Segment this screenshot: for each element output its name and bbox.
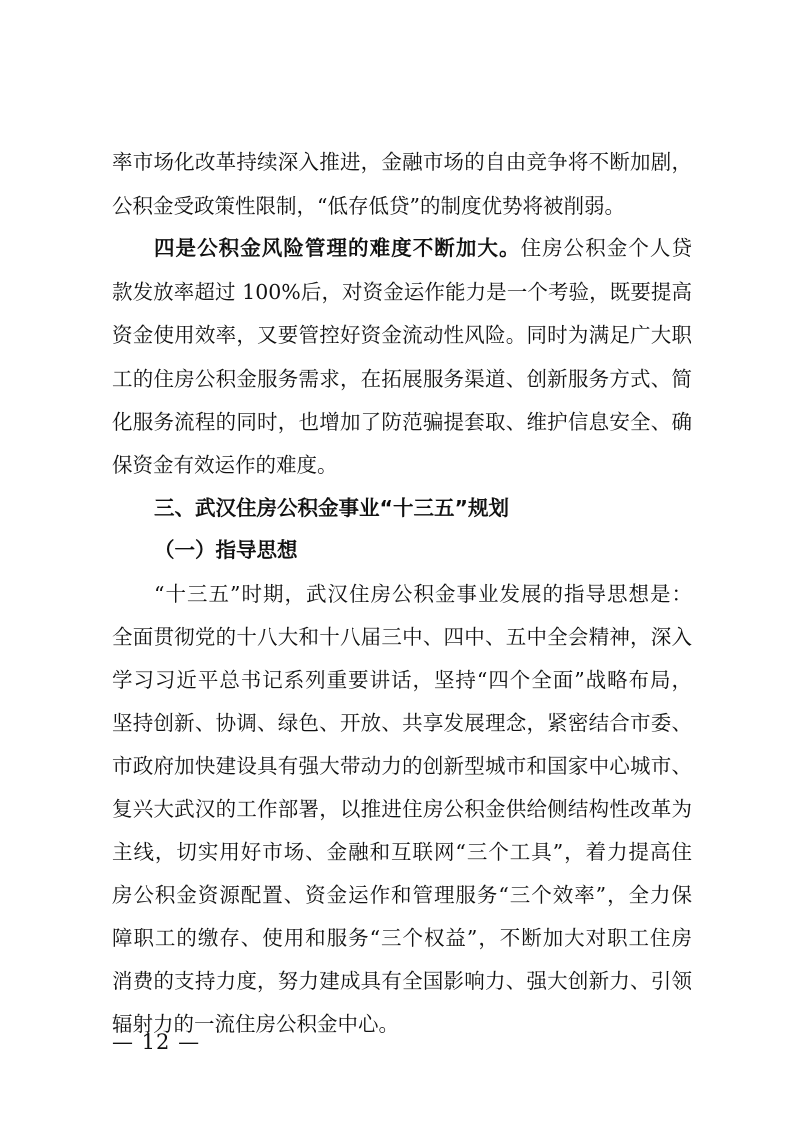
paragraph-line: 化服务流程的同时，也增加了防范骗提套取、维护信息安全、确 xyxy=(112,410,692,434)
paragraph-line: 市政府加快建设具有强大带动力的创新型城市和国家中心城市、 xyxy=(112,754,692,778)
paragraph-line: 障职工的缴存、使用和服务“三个权益”，不断加大对职工住房 xyxy=(112,926,692,950)
paragraph-line: 全面贯彻党的十八大和十八届三中、四中、五中全会精神，深入 xyxy=(112,625,692,649)
paragraph-line: 辐射力的一流住房公积金中心。 xyxy=(112,1012,399,1036)
paragraph-line: 学习习近平总书记系列重要讲话，坚持“四个全面”战略布局， xyxy=(112,668,692,692)
paragraph-line: 房公积金资源配置、资金运作和管理服务“三个效率”，全力保 xyxy=(112,883,692,907)
risk-line-rest: 住房公积金个人贷 xyxy=(520,236,692,260)
guiding-paragraph-first-line: “十三五”时期，武汉住房公积金事业发展的指导思想是： xyxy=(154,582,692,606)
subsection-heading: （一）指导思想 xyxy=(154,538,298,562)
paragraph-line: 保资金有效运作的难度。 xyxy=(112,453,338,477)
risk-paragraph-first-line xyxy=(154,226,692,270)
paragraph-line: 率市场化改革持续深入推进，金融市场的自由竞争将不断加剧， xyxy=(112,150,692,174)
paragraph-line: 复兴大武汉的工作部署，以推进住房公积金供给侧结构性改革为 xyxy=(112,797,692,821)
paragraph-line: 工的住房公积金服务需求，在拓展服务渠道、创新服务方式、简 xyxy=(112,367,692,391)
paragraph-line: 款发放率超过 100%后，对资金运作能力是一个考验，既要提高 xyxy=(112,280,692,304)
paragraph-line: 坚持创新、协调、绿色、开放、共享发展理念，紧密结合市委、 xyxy=(112,711,692,735)
risk-bold-lead: 四是公积金风险管理的难度不断加大。 xyxy=(154,236,521,260)
paragraph-line: 资金使用效率，又要管控好资金流动性风险。同时为满足广大职 xyxy=(112,323,692,347)
paragraph-line: 公积金受政策性限制，“低存低贷”的制度优势将被削弱。 xyxy=(112,194,625,218)
page-number: — 12 — xyxy=(112,1030,201,1054)
paragraph-line: 主线，切实用好市场、金融和互联网“三个工具”，着力提高住 xyxy=(112,840,692,864)
paragraph-line: 消费的支持力度，努力建成具有全国影响力、强大创新力、引领 xyxy=(112,969,692,993)
section-heading: 三、武汉住房公积金事业“十三五”规划 xyxy=(154,496,509,520)
